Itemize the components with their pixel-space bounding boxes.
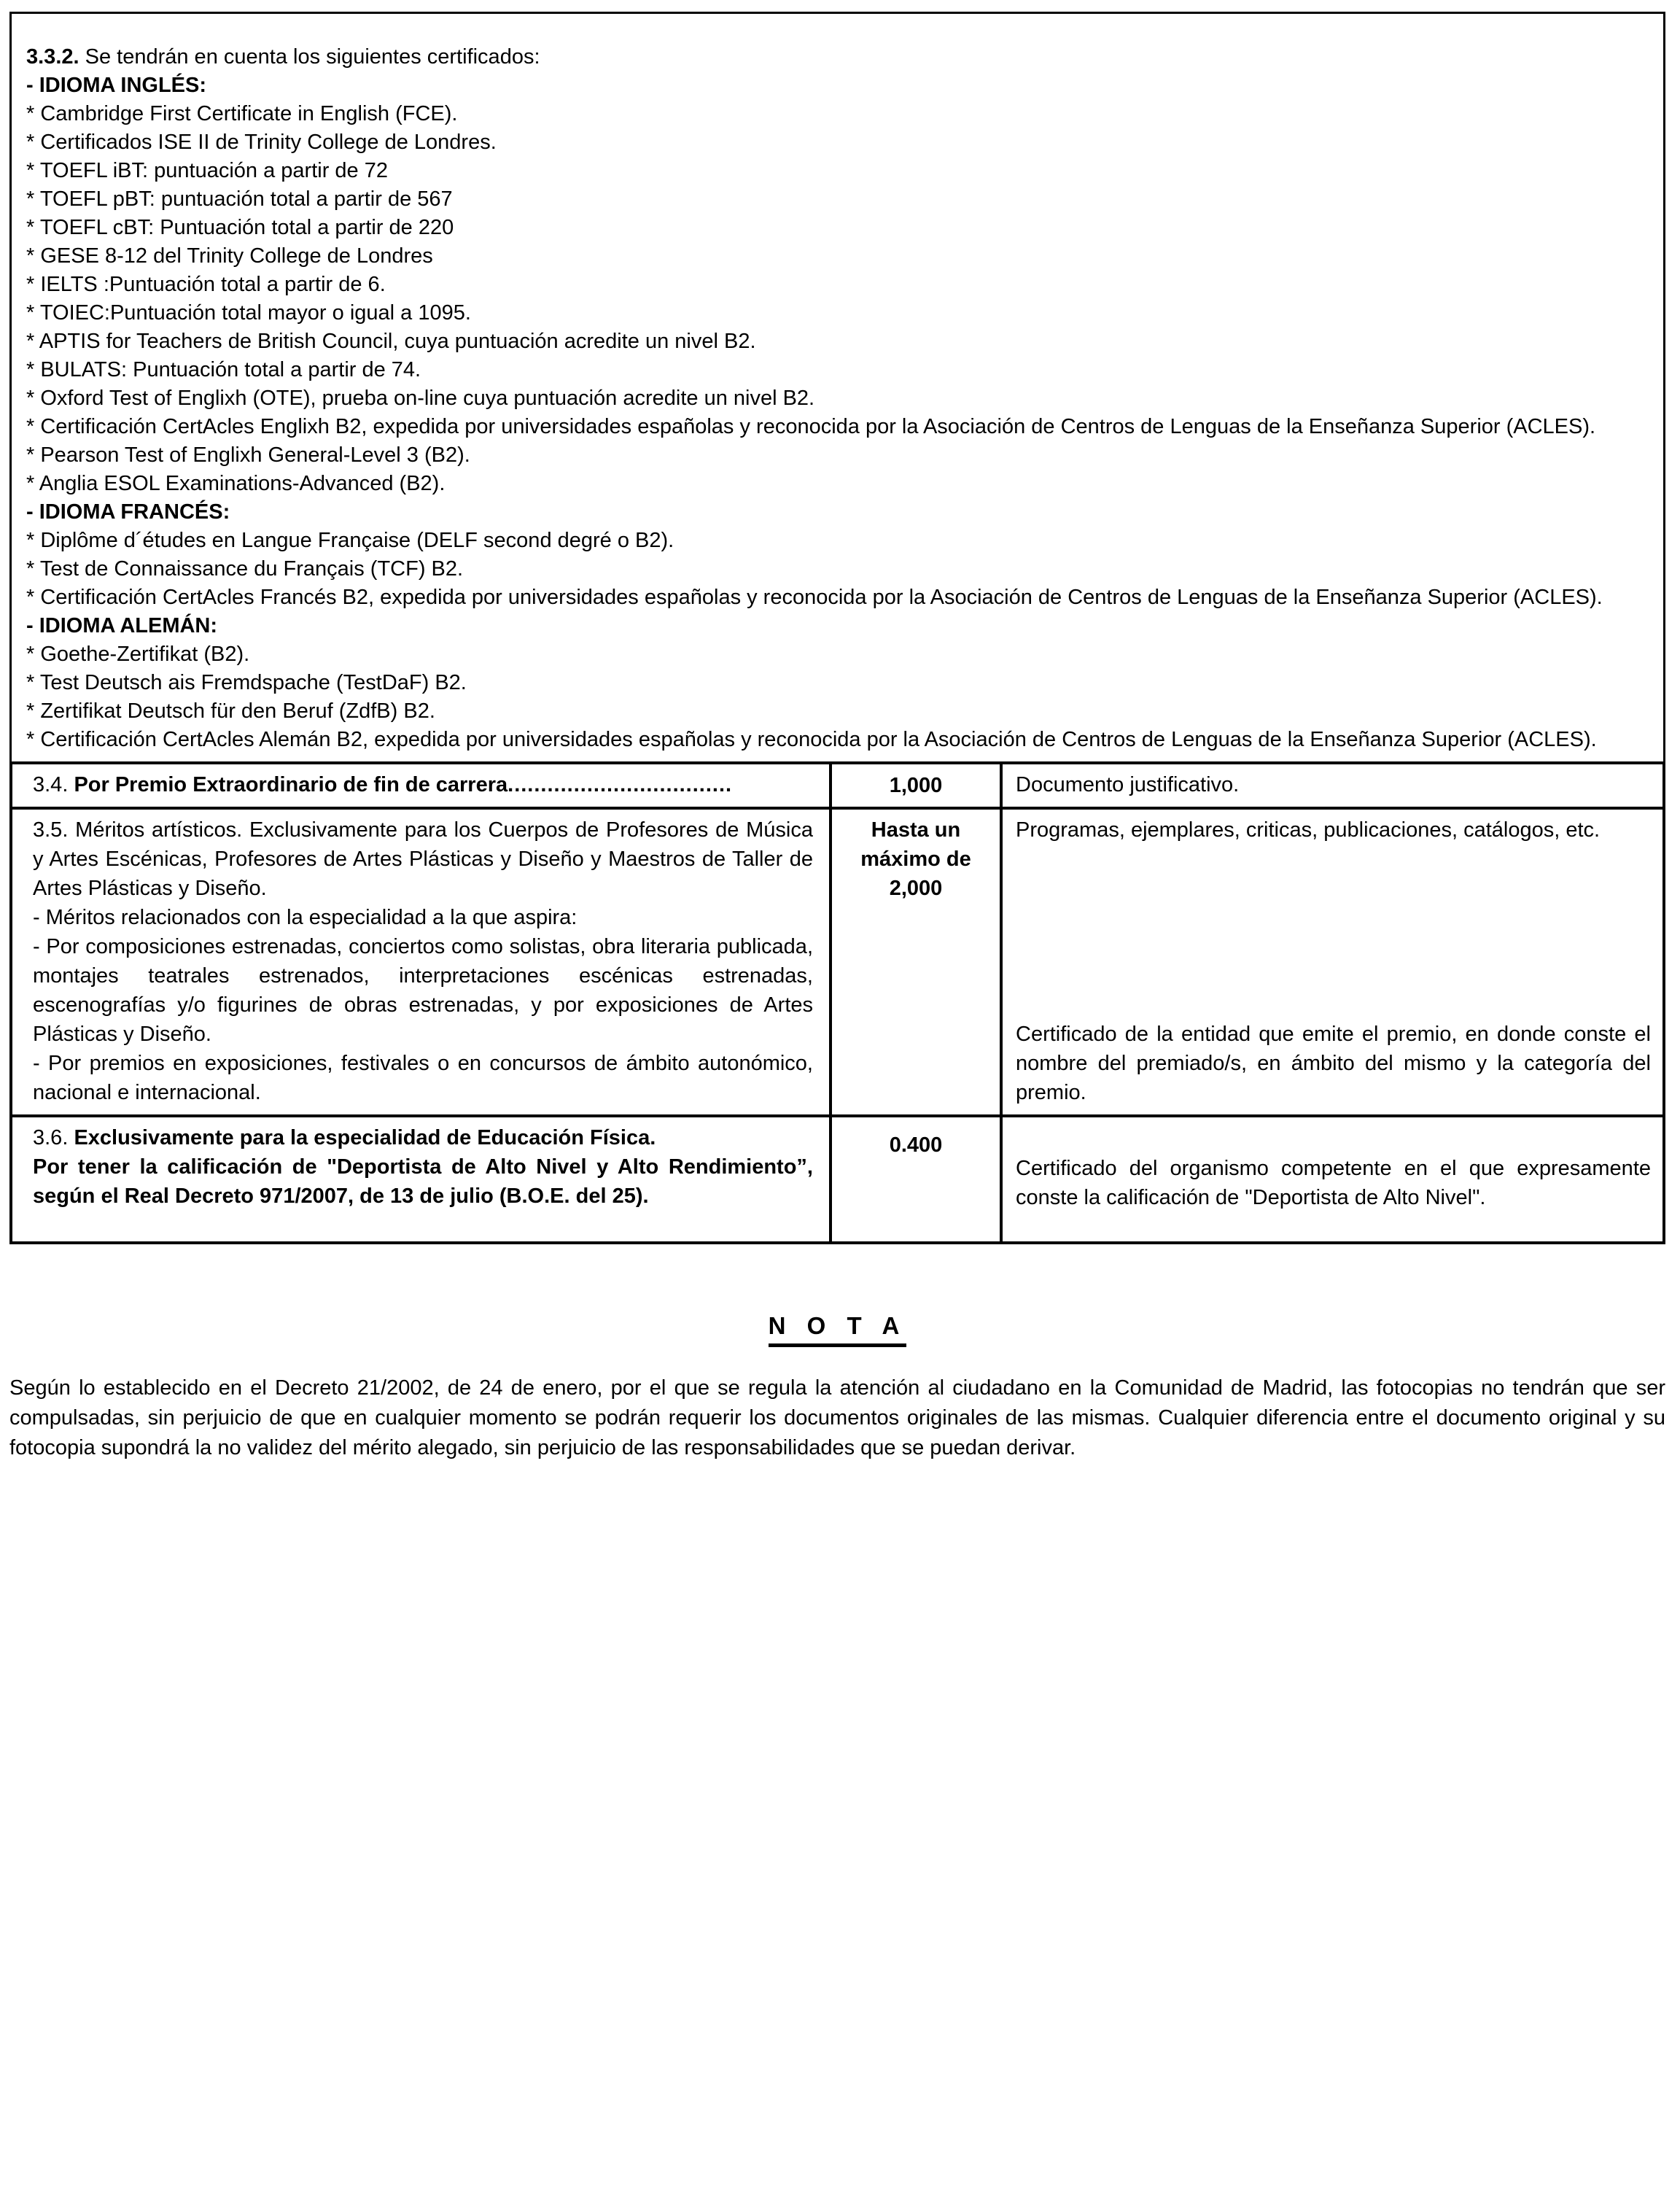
row-3-6-points — [829, 1117, 1003, 1241]
points-value: 1,000 — [889, 774, 943, 797]
certificate-item: * Diplôme d´études en Langue Française (DELF second degré o B2). — [26, 529, 674, 552]
certificate-item: * TOIEC:Puntuación total mayor o igual a 1095. — [26, 301, 471, 325]
dot-leader: .................................. — [508, 773, 733, 796]
justification-text: Programas, ejemplares, criticas, publicaciones, catálogos, etc. — [1016, 818, 1601, 842]
certificate-item: * Oxford Test of Englixh (OTE), prueba on-line cuya puntuación acredite un nivel B2. — [26, 387, 815, 410]
merits-table — [9, 761, 1665, 1244]
clause-3-3-2 — [26, 43, 1649, 71]
justification-text: Documento justificativo. — [1016, 773, 1240, 796]
certificates-box — [9, 12, 1665, 764]
certificate-item: * Certificados ISE II de Trinity College de Londres. — [26, 131, 497, 154]
row-3-4-justification — [1003, 764, 1662, 807]
certificate-item: * BULATS: Puntuación total a partir de 74. — [26, 358, 421, 381]
section-title-french: - IDIOMA FRANCÉS: — [26, 500, 230, 524]
row-3-4-description — [12, 764, 829, 807]
certificate-item: * APTIS for Teachers de British Council, cuya puntuación acredite un nivel B2. — [26, 330, 756, 353]
certificate-item: * TOEFL cBT: Puntuación total a partir de 220 — [26, 216, 454, 239]
points-value: 0.400 — [889, 1133, 943, 1157]
row-3-6-justification — [1003, 1117, 1662, 1241]
certificate-item: * Pearson Test of Englixh General-Level 3 (B2). — [26, 443, 470, 467]
description-paragraph: - Por composiciones estrenadas, conciertos como solistas, obra literaria publicada, montajes teatrales estrenados, interpretaciones escénicas estrenadas, escenografías y/o figurines de obras estrenadas, y por exposiciones de Artes Plásticas y Diseño. — [33, 935, 813, 1046]
certificate-item: * Cambridge First Certificate in English (FCE). — [26, 102, 458, 125]
description-heading — [33, 1123, 813, 1152]
row-3-5-points — [829, 810, 1003, 1114]
clause-number: 3.3.2. — [26, 45, 79, 69]
certificate-item: * TOEFL iBT: puntuación a partir de 72 — [26, 159, 388, 182]
row-3-5-justification — [1003, 810, 1662, 1114]
section-title-german: - IDIOMA ALEMÁN: — [26, 614, 218, 637]
points-value: Hasta un máximo de 2,000 — [860, 818, 971, 900]
description-paragraph: - Méritos relacionados con la especialidad a la que aspira: — [33, 906, 578, 929]
nota-heading — [9, 1311, 1665, 1347]
description-paragraph: 3.5. Méritos artísticos. Exclusivamente para los Cuerpos de Profesores de Música y Artes Escénicas, Profesores de Artes Plásticas y Diseño y Maestros de Taller de Artes Plásticas y Diseño. — [33, 818, 813, 900]
certificate-item: * Certificación CertAcles Englixh B2, expedida por universidades españolas y reconocida por la Asociación de Centros de Lenguas de la Enseñanza Superior (ACLES). — [26, 415, 1596, 438]
description-paragraph: - Por premios en exposiciones, festivales o en concursos de ámbito autonómico, nacional e internacional. — [33, 1052, 813, 1104]
row-title: Por Premio Extraordinario de fin de carrera — [74, 773, 508, 796]
certificate-item: * TOEFL pBT: puntuación total a partir de 567 — [26, 187, 453, 211]
certificate-item: * Zertifikat Deutsch für den Beruf (ZdfB) B2. — [26, 699, 435, 723]
table-row-3-4 — [12, 764, 1662, 807]
certificate-item: * Certificación CertAcles Francés B2, expedida por universidades españolas y reconocida por la Asociación de Centros de Lenguas de la Enseñanza Superior (ACLES). — [26, 586, 1603, 609]
certificate-item: * Certificación CertAcles Alemán B2, expedida por universidades españolas y reconocida por la Asociación de Centros de Lenguas de la Enseñanza Superior (ACLES). — [26, 728, 1597, 751]
table-row-3-6 — [12, 1114, 1662, 1241]
nota-title: N O T A — [769, 1311, 907, 1347]
certificate-item: * Goethe-Zertifikat (B2). — [26, 643, 250, 666]
row-3-5-description — [12, 810, 829, 1114]
table-row-3-5 — [12, 807, 1662, 1114]
description-paragraph: Por tener la calificación de "Deportista de Alto Nivel y Alto Rendimiento”, según el Real Decreto 971/2007, de 13 de julio (B.O.E. del 25). — [33, 1155, 813, 1208]
certificate-item: * Test de Connaissance du Français (TCF) B2. — [26, 557, 464, 581]
justification-text: Certificado del organismo competente en el que expresamente conste la calificación de "Deportista de Alto Nivel". — [1016, 1157, 1651, 1209]
justification-text: Certificado de la entidad que emite el premio, en donde conste el nombre del premiado/s, en ámbito del mismo y la categoría del premio. — [1016, 1023, 1651, 1104]
certificate-item: * IELTS :Puntuación total a partir de 6. — [26, 273, 386, 296]
certificate-item: * GESE 8-12 del Trinity College de Londres — [26, 244, 433, 268]
row-title: Exclusivamente para la especialidad de Educación Física. — [74, 1126, 656, 1149]
certificate-item: * Anglia ESOL Examinations-Advanced (B2). — [26, 472, 446, 495]
nota-paragraph: Según lo establecido en el Decreto 21/2002, de 24 de enero, por el que se regula la atención al ciudadano en la Comunidad de Madrid, las fotocopias no tendrán que ser compulsadas, sin perjuicio de que en cualquier momento se podrán requerir los documentos originales de las mismas. Cualquier diferencia entre el documento original y su fotocopia supondrá la no validez del mérito alegado, sin perjuicio de las responsabilidades que se puedan derivar. — [9, 1376, 1665, 1459]
section-title-english: - IDIOMA INGLÉS: — [26, 74, 207, 97]
row-number: 3.6. — [33, 1126, 74, 1149]
row-3-6-description — [12, 1117, 829, 1241]
certificate-item: * Test Deutsch ais Fremdspache (TestDaF) B2. — [26, 671, 467, 694]
row-3-4-points — [829, 764, 1003, 807]
clause-text: Se tendrán en cuenta los siguientes certificados: — [79, 45, 540, 69]
row-number: 3.4. — [33, 773, 74, 796]
